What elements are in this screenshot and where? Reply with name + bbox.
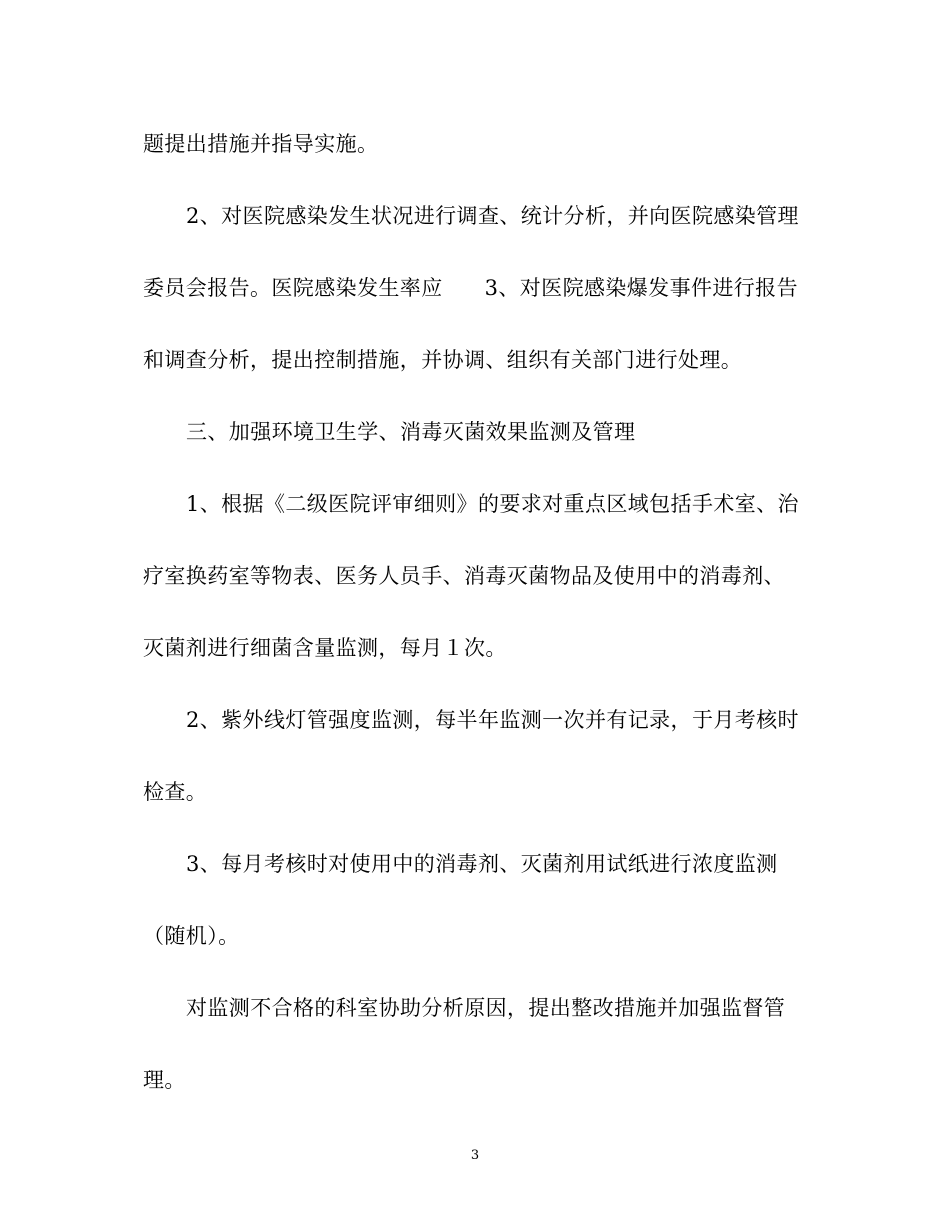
- text-fragment: 委员会报告。医院感染发生率应: [143, 276, 443, 300]
- text-line: 1、根据《二级医院评审细则》的要求对重点区域包括手术室、治: [186, 492, 799, 516]
- page-number: 3: [470, 1148, 480, 1163]
- text-line: （随机）。: [143, 924, 240, 948]
- section-heading: 三、加强环境卫生学、消毒灭菌效果监测及管理: [186, 420, 636, 444]
- text-line: 对监测不合格的科室协助分析原因，提出整改措施并加强监督管: [186, 996, 786, 1020]
- text-line: 和调查分析，提出控制措施，并协调、组织有关部门进行处理。: [143, 348, 743, 372]
- text-line: 2、紫外线灯管强度监测，每半年监测一次并有记录，于月考核时: [186, 708, 799, 732]
- text-line: 疗室换药室等物表、医务人员手、消毒灭菌物品及使用中的消毒剂、: [143, 564, 785, 588]
- text-line: 3、每月考核时对使用中的消毒剂、灭菌剂用试纸进行浓度监测: [186, 852, 778, 876]
- text-line: 灭菌剂进行细菌含量监测，每月１次。: [143, 636, 507, 660]
- text-fragment: 3、对医院感染爆发事件进行报告: [484, 276, 798, 300]
- text-line: 检查。: [143, 780, 208, 804]
- text-line: 题提出措施并指导实施。: [143, 132, 379, 156]
- text-line: 2、对医院感染发生状况进行调查、统计分析，并向医院感染管理: [186, 204, 799, 228]
- text-line: 理。: [143, 1068, 186, 1092]
- text-line-split: [143, 274, 798, 302]
